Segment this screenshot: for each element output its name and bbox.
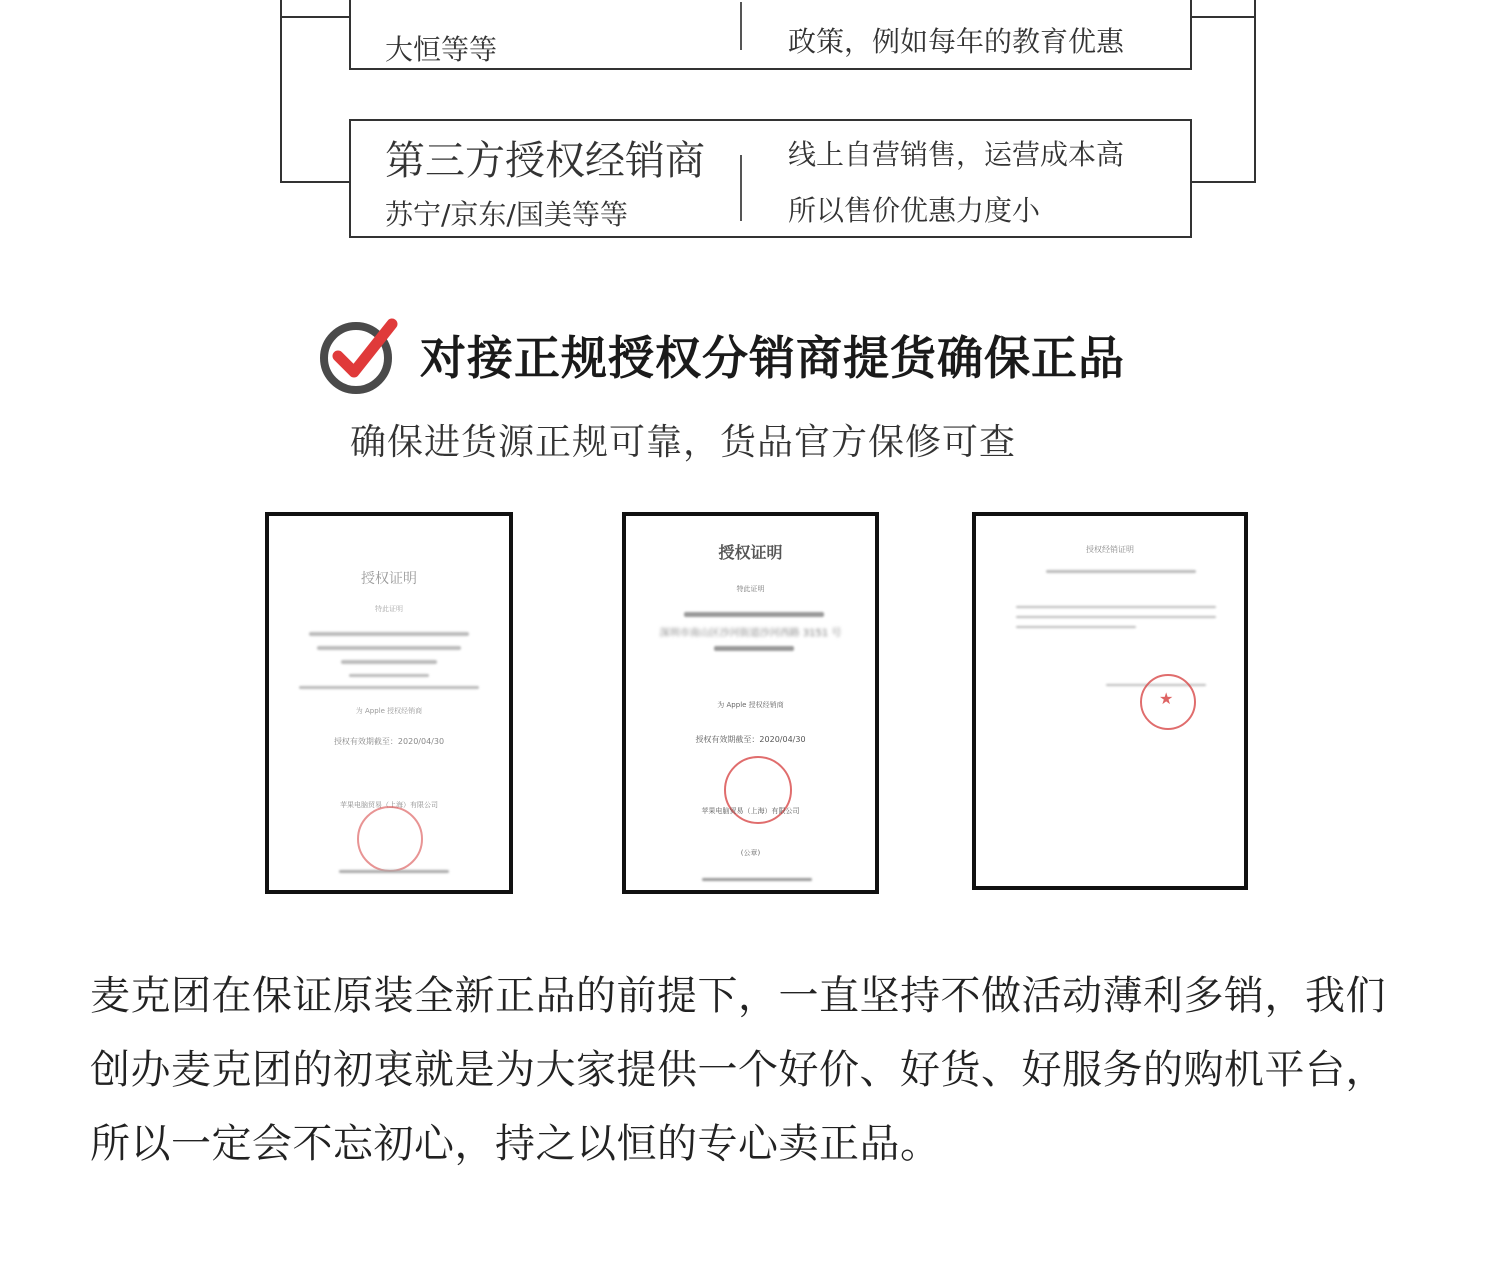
blurred-body-line [1016,626,1136,628]
bracket-left-vertical [280,0,282,183]
certificate-seal-label: (公章) [740,849,761,857]
blurred-body-line [1016,606,1216,608]
certificate-company: 苹果电脑贸易（上海）有限公司 [701,807,800,815]
blurred-address [299,686,479,689]
blurred-company-name [684,612,824,617]
certificate-subtitle: 特此证明 [736,585,765,593]
certificate-validity: 授权有效期截至：2020/04/30 [695,735,806,744]
certificate-note: 为 Apple 授权经销商 [717,701,784,709]
seal-star-icon: ★ [1159,689,1174,708]
paragraph-line: 创办麦克团的初衷就是为大家提供一个好价、好货、好服务的购机平台， [90,1047,1386,1093]
footer-line [339,870,449,873]
channel-desc-line: 政策，例如每年的教育优惠 [788,25,1125,58]
channel-desc-line: 所以售价优惠力度小 [788,194,1041,227]
channel-divider [740,2,742,50]
blurred-recipient [1046,570,1196,573]
channel-name: 第三方授权经销商 [385,138,705,184]
channel-divider [740,155,742,221]
channel-box-third-party [349,119,1192,238]
paragraph-line: 所以一定会不忘初心，持之以恒的专心卖正品。 [90,1121,941,1167]
bracket-left-top [280,16,350,18]
blurred-company-name [309,632,469,636]
channel-examples: 苏宁/京东/国美等等 [385,198,628,231]
blurred-body-line [1016,616,1216,618]
certificate-image [265,512,513,894]
footer-line [702,878,812,881]
certificate-title: 授权经销证明 [1086,545,1134,554]
blurred-address [341,660,437,664]
channel-box-authorized-reseller [349,0,1192,70]
bracket-left-bottom [280,181,350,183]
blurred-address [714,646,794,651]
certificate-validity: 授权有效期截至：2020/04/30 [333,737,445,746]
bracket-right-vertical [1254,0,1256,183]
certificate-title: 授权证明 [361,571,417,587]
section-heading: 对接正规授权分销商提货确保正品 [420,331,1125,385]
channel-desc-line: 线上自营销售，运营成本高 [788,138,1125,171]
red-seal [357,806,423,872]
blurred-address [349,674,429,677]
paragraph-line: 麦克团在保证原装全新正品的前提下，一直坚持不做活动薄利多销，我们 [90,973,1386,1019]
check-circle-icon [318,312,402,396]
bracket-right-bottom [1190,181,1256,183]
bracket-right-top [1190,16,1256,18]
certificate-address: 深圳市南山区沙河街道沙河西路 3151 号 [659,628,842,639]
blurred-address [317,646,461,650]
channel-examples: 大恒等等 [385,33,498,66]
certificate-image [622,512,879,894]
certificate-note: 为 Apple 授权经销商 [355,707,423,715]
certificate-title: 授权证明 [718,543,783,562]
certificate-subtitle: 特此证明 [375,605,403,613]
section-subheading: 确保进货源正规可靠，货品官方保修可查 [350,422,1017,463]
certificate-company: 苹果电脑贸易（上海）有限公司 [340,801,438,809]
certificate-image [972,512,1248,890]
